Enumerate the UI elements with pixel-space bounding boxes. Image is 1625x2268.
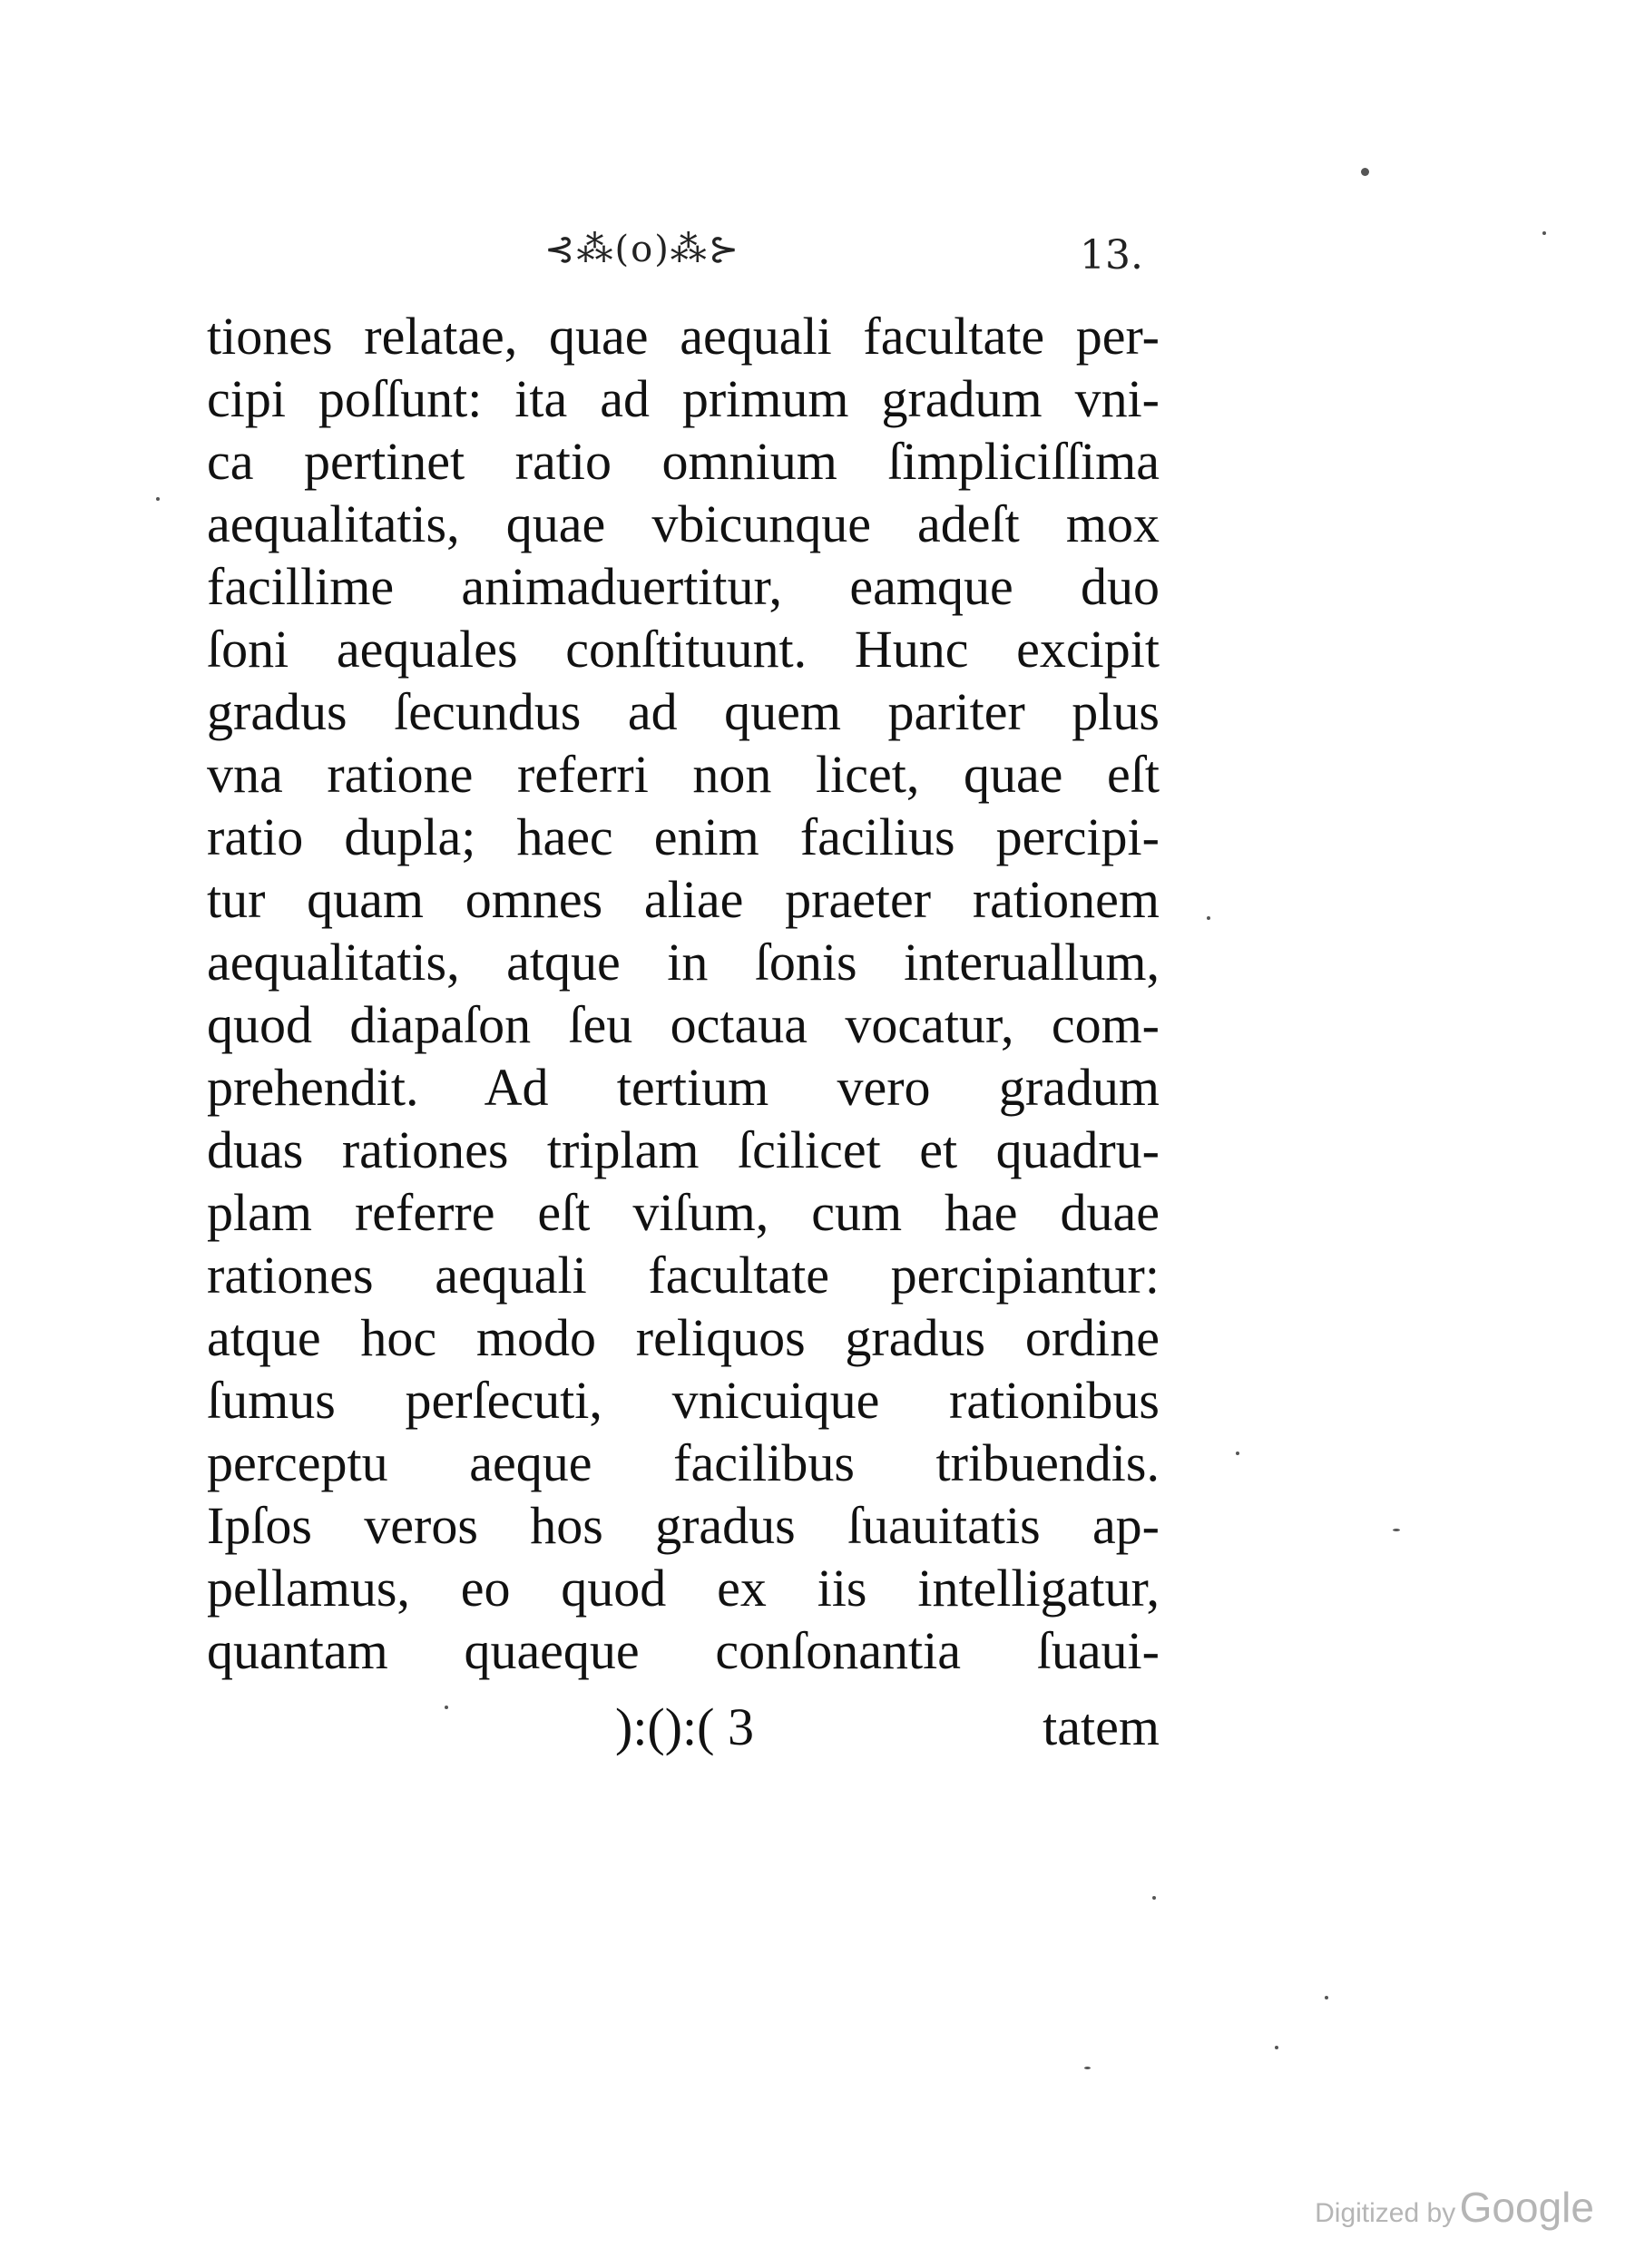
header-ornament: ⊰⁂(o)⁂⊱ xyxy=(544,229,741,270)
text-line: perceptu aeque facilibus tribuendis. xyxy=(207,1433,1160,1492)
text-line: ſumus perſecuti, vnicuique rationibus xyxy=(207,1371,1160,1430)
text-line: rationes aequali facultate percipiantur: xyxy=(207,1246,1160,1305)
running-header xyxy=(544,229,1143,283)
text-line: vna ratione referri non licet, quae eſt xyxy=(207,745,1160,804)
paper-speck xyxy=(156,497,160,501)
text-line: cipi poſſunt: ita ad primum gradum vni- xyxy=(207,369,1160,428)
paper-speck xyxy=(1207,916,1210,920)
text-line: pellamus, eo quod ex iis intelligatur, xyxy=(207,1559,1160,1618)
text-line: duas rationes triplam ſcilicet et quadru- xyxy=(207,1120,1160,1179)
text-line: gradus ſecundus ad quem pariter plus xyxy=(207,682,1160,741)
paper-speck xyxy=(1152,1896,1156,1900)
text-line: tiones relatae, quae aequali facultate per- xyxy=(207,307,1160,366)
text-line: ratio dupla; haec enim facilius percipi- xyxy=(207,807,1160,866)
page-footer xyxy=(207,1696,1160,1760)
paper-speck xyxy=(1084,2067,1091,2069)
watermark-prefix: Digitized by xyxy=(1315,2198,1456,2228)
body-text xyxy=(207,305,1160,1682)
paper-speck xyxy=(445,1706,448,1709)
watermark-brand: Google xyxy=(1459,2184,1594,2231)
text-line: quod diapaſon ſeu octaua vocatur, com- xyxy=(207,995,1160,1054)
text-line: Ipſos veros hos gradus ſuauitatis ap- xyxy=(207,1496,1160,1555)
text-line: prehendit. Ad tertium vero gradum xyxy=(207,1058,1160,1117)
text-line: tur quam omnes aliae praeter rationem xyxy=(207,870,1160,929)
text-line: facillime animaduertitur, eamque duo xyxy=(207,557,1160,616)
catchword: tatem xyxy=(1043,1697,1160,1756)
text-line: ſoni aequales conſtituunt. Hunc excipit xyxy=(207,620,1160,679)
paper-speck xyxy=(1542,231,1546,235)
text-line: ca pertinet ratio omnium ſimpliciſſima xyxy=(207,432,1160,491)
text-line: aequalitatis, atque in ſonis interuallum, xyxy=(207,933,1160,992)
paper-speck xyxy=(1361,168,1369,176)
signature-mark: ):():( 3 xyxy=(615,1697,754,1756)
digitized-watermark xyxy=(1315,2183,1594,2232)
text-line: aequalitatis, quae vbicunque adeſt mox xyxy=(207,494,1160,553)
paper-speck xyxy=(1275,2046,1278,2049)
text-line: plam referre eſt viſum, cum hae duae xyxy=(207,1183,1160,1242)
text-line: atque hoc modo reliquos gradus ordine xyxy=(207,1308,1160,1367)
page-number: 13. xyxy=(1080,232,1143,279)
paper-speck xyxy=(1236,1452,1239,1455)
paper-speck xyxy=(1393,1529,1400,1531)
text-line: quantam quaeque conſonantia ſuaui- xyxy=(207,1621,1160,1680)
paper-speck xyxy=(1325,1996,1328,1999)
